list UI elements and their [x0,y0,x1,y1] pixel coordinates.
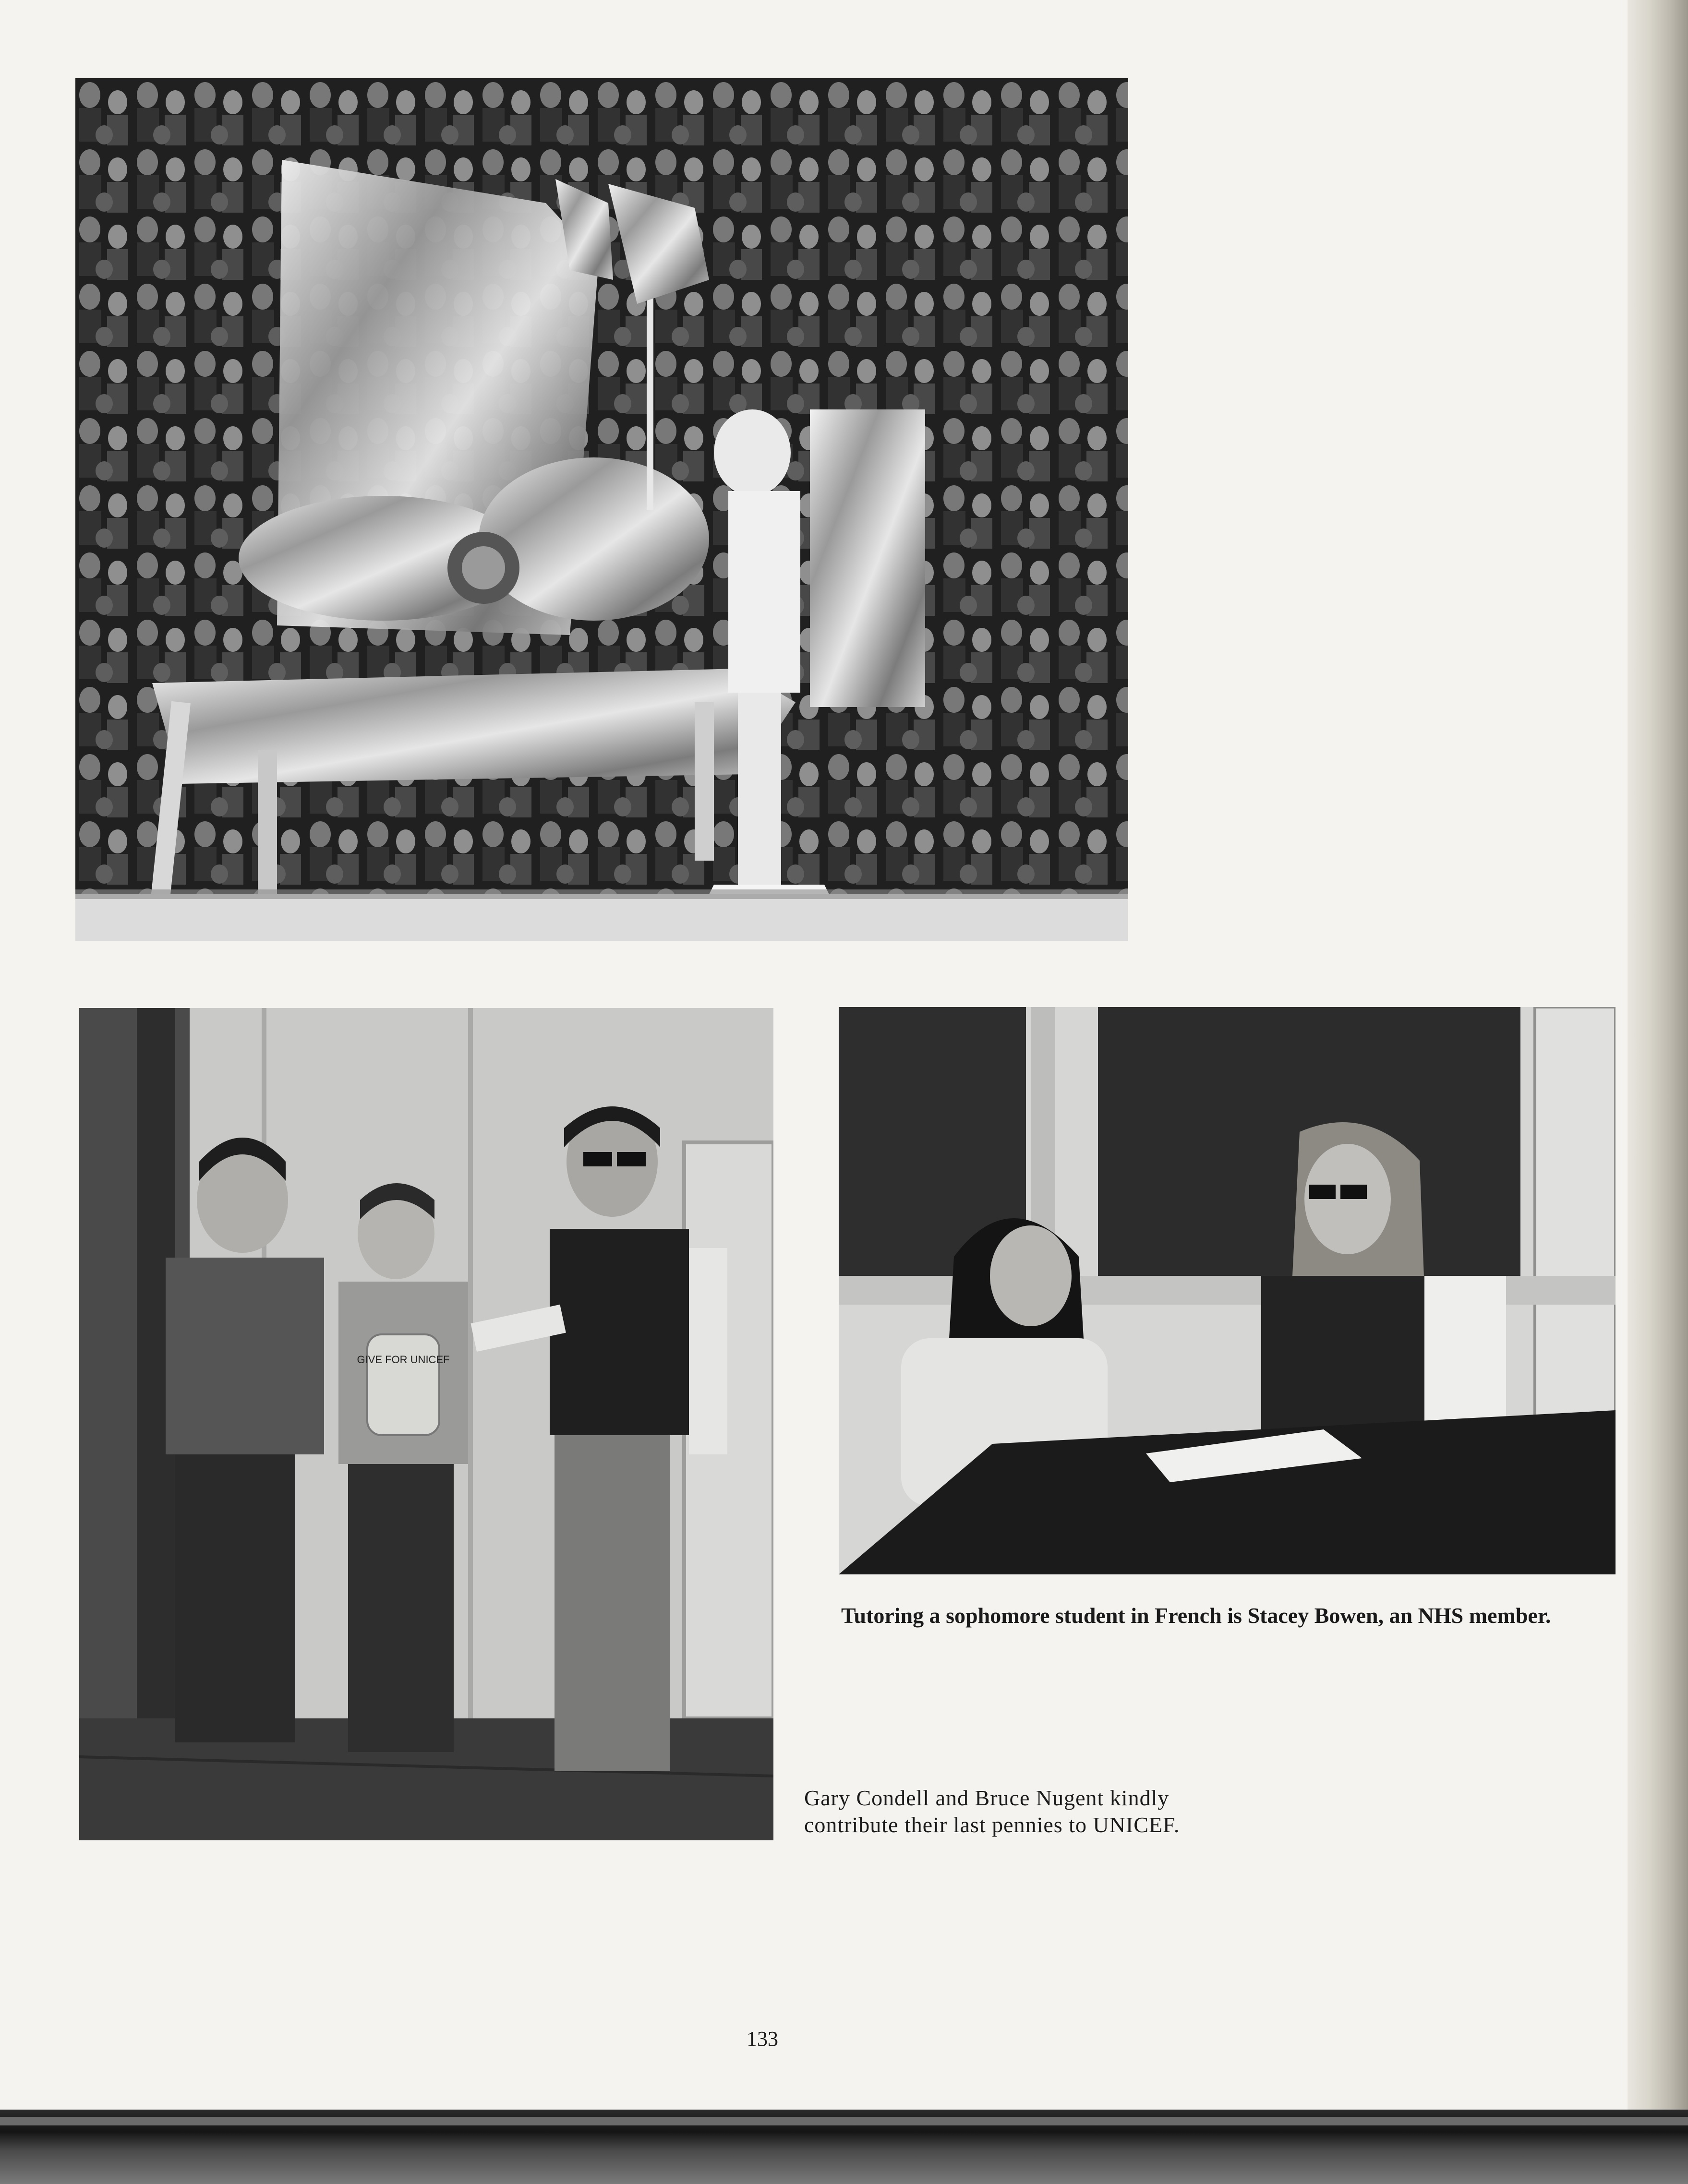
photo-tutoring [839,1007,1616,1574]
scan-bottom-highlight [0,2117,1688,2125]
unicef-jar-label: GIVE FOR UNICEF [357,1354,450,1366]
caption-tutoring: Tutoring a sophomore student in French is Stacey Bowen, an NHS member. [841,1603,1551,1628]
photo-unicef-donation [79,1008,773,1840]
photo-moon-lander-float [75,78,1128,941]
caption-unicef: Gary Condell and Bruce Nugent kindly contribute their last pennies to UNICEF. [804,1786,1180,1837]
page-binding-edge [1628,0,1688,2184]
page-number: 133 [747,2027,778,2051]
